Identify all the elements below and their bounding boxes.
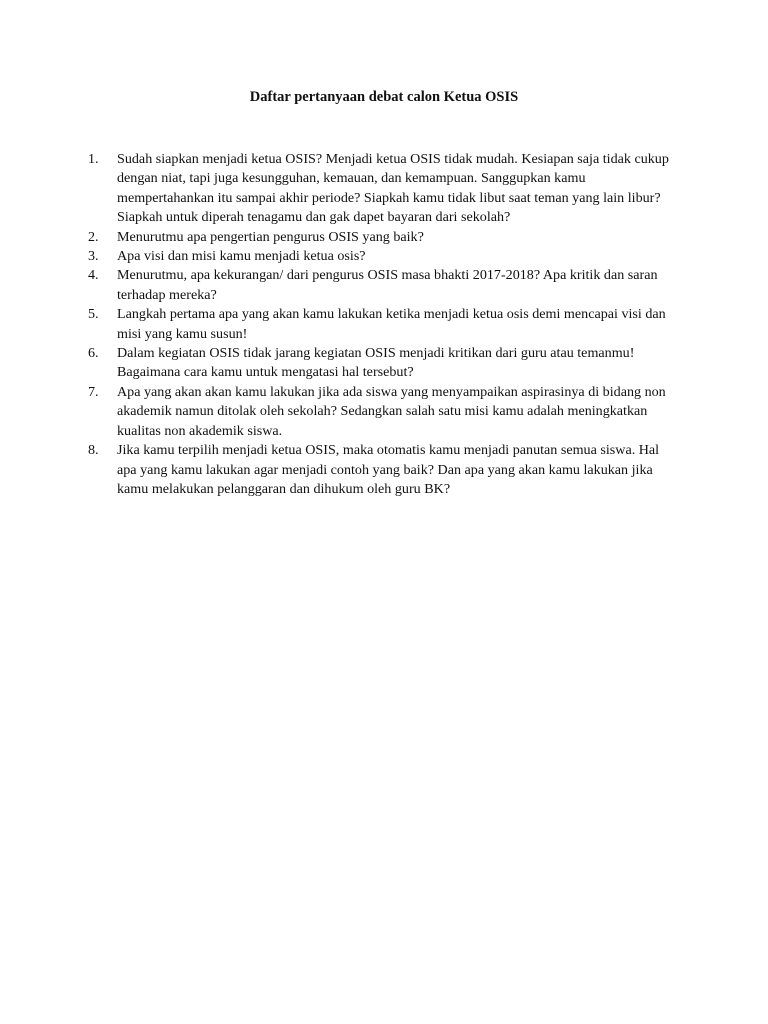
- question-text: Jika kamu terpilih menjadi ketua OSIS, maka otomatis kamu menjadi panutan semua siswa. Hal apa yang kamu lakukan agar menjadi contoh yang baik? Dan apa yang akan kamu lakukan jika kamu melakukan pelanggaran dan dihukum oleh guru BK?: [117, 442, 660, 497]
- question-text: Menurutmu apa pengertian pengurus OSIS yang baik?: [117, 228, 424, 245]
- question-text: Sudah siapkan menjadi ketua OSIS? Menjadi ketua OSIS tidak mudah. Kesiapan saja tidak cukup dengan niat, tapi juga kesungguhan, kemauan, dan kemampuan. Sanggupkan kamu mempertahankan itu sampai akhir periode? Siapkah kamu tidak libut saat teman yang lain libur? Siapkah untuk diperah tenagamu dan gak dapet bayaran dari sekolah?: [117, 151, 669, 226]
- question-list: [88, 150, 680, 499]
- question-item-6: [88, 344, 680, 383]
- question-text: Apa yang akan akan kamu lakukan jika ada siswa yang menyampaikan aspirasinya di bidang non akademik namun ditolak oleh sekolah? Sedangkan salah satu misi kamu adalah meningkatkan kualitas non akademik siswa.: [117, 383, 666, 439]
- question-text: Langkah pertama apa yang akan kamu lakukan ketika menjadi ketua osis demi mencapai visi dan misi yang kamu susun!: [117, 306, 666, 342]
- question-item-1: [88, 150, 680, 228]
- question-item-4: [88, 266, 680, 305]
- question-item-8: [88, 441, 680, 499]
- question-text: Apa visi dan misi kamu menjadi ketua osis?: [117, 248, 366, 265]
- question-number: 8.: [88, 442, 99, 459]
- question-item-2: [88, 228, 680, 247]
- question-text: Dalam kegiatan OSIS tidak jarang kegiatan OSIS menjadi kritikan dari guru atau temanmu! Bagaimana cara kamu untuk mengatasi hal tersebut?: [117, 345, 635, 381]
- question-number: 5.: [88, 306, 99, 323]
- question-number: 7.: [88, 383, 99, 400]
- question-number: 1.: [88, 151, 99, 167]
- question-item-5: [88, 305, 680, 344]
- question-number: 2.: [88, 228, 99, 245]
- document-title: Daftar pertanyaan debat calon Ketua OSIS: [249, 89, 519, 105]
- question-text: Menurutmu, apa kekurangan/ dari pengurus OSIS masa bhakti 2017-2018? Apa kritik dan saran terhadap mereka?: [117, 267, 658, 303]
- question-number: 4.: [88, 267, 99, 284]
- question-item-7: [88, 383, 680, 441]
- question-number: 3.: [88, 248, 99, 265]
- question-number: 6.: [88, 345, 99, 362]
- question-item-3: [88, 247, 680, 266]
